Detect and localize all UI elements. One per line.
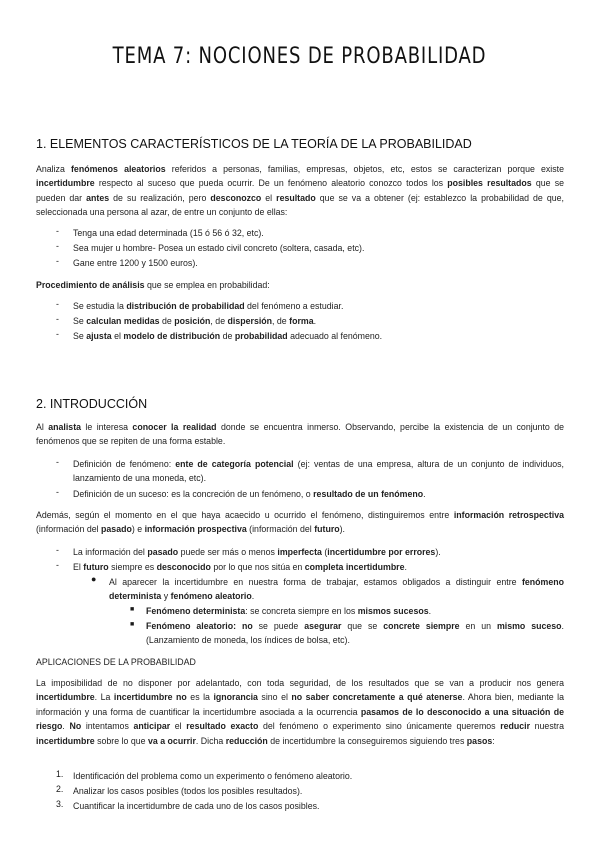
definition-item: Definición de fenómeno: ente de categoría potencial (ej: ventas de una empresa, altura de un conjunto de individuos, lanzamiento de una moneda, etc).	[73, 459, 564, 484]
procedure-item: Se calculan medidas de posición, de dispersión, de forma.	[73, 316, 317, 326]
page-title: TEMA 7: NOCIONES DE PROBABILIDAD	[112, 44, 487, 69]
bullet-paragraph: Al aparecer la incertidumbre en nuestra forma de trabajar, estamos obligados a distinguir entre fenómeno determinista y fenómeno aleatorio.	[109, 577, 564, 602]
procedure-item: Se estudia la distribución de probabilidad del fenómeno a estudiar.	[73, 301, 344, 311]
procedure-item: Se ajusta el modelo de distribución de probabilidad adecuado al fenómeno.	[73, 331, 383, 341]
applications-paragraph: La imposibilidad de no disponer por adelantado, con toda seguridad, de los resultados que se van a producir nos genera incertidumbre. La incertidumbre no es la ignorancia sino el no saber concretamente a qué atenerse. Ahora bien, mediante la información y una forma de cuantificar la incertidumbre asociada a la ocurrencia pasamos de lo desconocido a una situación de riesgo. No intentamos anticipar el resultado exacto del fenómeno o experimento sino únicamente queremos reducir nuestra incertidumbre sobre lo que va a ocurrir. Dicha reducción de incertidumbre la conseguiremos siguiendo tres pasos:	[36, 678, 565, 746]
section-2-heading: 2. INTRODUCCIÓN	[36, 397, 148, 411]
example-item: Gane entre 1200 y 1500 euros).	[73, 258, 198, 268]
step-item: Identificación del problema como un experimento o fenómeno aleatorio.	[73, 771, 353, 781]
procedure-intro: Procedimiento de análisis que se emplea en probabilidad:	[36, 280, 270, 290]
document-page: TEMA 7: NOCIONES DE PROBABILIDAD 1. ELEMENTOS CARACTERÍSTICOS DE LA TEORÍA DE LA PROBABILIDAD Analiza fenómenos aleatorios referidos a personas, familias, empresas, objetos, etc, estos se caracterizan porque existe incertidumbre respecto al suceso que pueda ocurrir. De un fenómeno aleatorio conozco todos los posibles resultados que se pueden dar antes de su realización, pero desconozco el resultado que se va a obtener (ej: establezco la probabilidad de que, seleccionada una persona al azar, de entre un conjunto de ellas: - Tenga una edad determinada (15 ó 56 ó 32, etc). - Sea mujer u hombre- Posea un estado civil concreto (soltera, casada, etc). - Gane entre 1200 y 1500 euros). Procedimiento de análisis que se emplea en probabilidad: - Se estudia la distribución de probabilidad del fenómeno a estudiar. - Se calculan medidas de posición, de dispersión, de forma. - Se ajusta el modelo de distribución de probabilidad adecuado al fenómeno. 2. INTRODUCCIÓN Al analista le interesa conocer la realidad donde se encuentra inmerso. Observando, percibe la existencia de un conjunto de fenómenos que se repiten de una forma estable. - Definición de fenómeno: ente de categoría potencial (ej: ventas de una empresa, altura de un conjunto de individuos, lanzamiento de una moneda, etc). - Definición de un suceso: es la concreción de un fenómeno, o resultado de un fenómeno. Además, según el momento en el que haya acaecido u ocurrido el fenómeno, distinguiremos entre información retrospectiva (información del pasado) e información prospectiva (información del futuro). - La información del pasado puede ser más o menos imperfecta (incertidumbre por errores). - El futuro siempre es desconocido por lo que nos sitúa en completa incertidumbre. ● Al aparecer la incertidumbre en nuestra forma de trabajar, estamos obligados a distinguir entre fenómeno determinista y fenómeno aleatorio. ■ Fenómeno determinista: se concreta siempre en los mismos sucesos. ■ Fenómeno aleatorio: no se puede asegurar que se concrete siempre en un mismo suceso. (Lanzamiento de moneda, los índices de bolsa, etc). APLICACIONES DE LA PROBABILIDAD La imposibilidad de no disponer por adelantado, con toda seguridad, de los resultados que se van a producir nos genera incertidumbre. La incertidumbre no es la ignorancia sino el no saber concretamente a qué atenerse. Ahora bien, mediante la información y una forma de cuantificar la incertidumbre asociada a la ocurrencia pasamos de lo desconocido a una situación de riesgo. No intentamos anticipar el resultado exacto del fenómeno o experimento sino únicamente queremos reducir nuestra incertidumbre sobre lo que va a ocurrir. Dicha reducción de incertidumbre la conseguiremos siguiendo tres pasos: 1. Identificación del problema como un experimento o fenómeno aleatorio. 2. Analizar los casos posibles (todos los posibles resultados). 3. Cuantificar la incertidumbre de cada uno de los casos posibles.	[0, 0, 599, 848]
example-item: Tenga una edad determinada (15 ó 56 ó 32, etc).	[73, 228, 264, 238]
step-item: Cuantificar la incertidumbre de cada uno de los casos posibles.	[73, 801, 320, 811]
information-item: El futuro siempre es desconocido por lo que nos sitúa en completa incertidumbre.	[73, 562, 407, 572]
definition-item: Definición de un suceso: es la concreción de un fenómeno, o resultado de un fenómeno.	[73, 489, 426, 499]
section-1-intro: Analiza fenómenos aleatorios referidos a personas, familias, empresas, objetos, etc, estos se caracterizan porque existe incertidumbre respecto al suceso que pueda ocurrir. De un fenómeno aleatorio conozco todos los posibles resultados que se pueden dar antes de su realización, pero desconozco el resultado que se va a obtener (ej: establezco la probabilidad de que, seleccionada una persona al azar, de entre un conjunto de ellas:	[36, 164, 564, 218]
sub-bullet-item: Fenómeno determinista: se concreta siempre en los mismos sucesos.	[146, 606, 432, 616]
section-2-intro: Al analista le interesa conocer la realidad donde se encuentra inmerso. Observando, percibe la existencia de un conjunto de fenómenos que se repiten de una forma estable.	[36, 422, 564, 447]
information-paragraph: Además, según el momento en el que haya acaecido u ocurrido el fenómeno, distinguiremos entre información retrospectiva (información del pasado) e información prospectiva (información del futuro).	[36, 510, 564, 535]
applications-heading: APLICACIONES DE LA PROBABILIDAD	[36, 657, 196, 667]
information-item: La información del pasado puede ser más o menos imperfecta (incertidumbre por errores).	[73, 547, 441, 557]
sub-bullet-item: Fenómeno aleatorio: no se puede asegurar que se concrete siempre en un mismo suceso. (Lanzamiento de moneda, los índices de bolsa, etc).	[146, 621, 564, 646]
example-item: Sea mujer u hombre- Posea un estado civil concreto (soltera, casada, etc).	[73, 243, 365, 253]
step-item: Analizar los casos posibles (todos los posibles resultados).	[73, 786, 303, 796]
section-1-heading: 1. ELEMENTOS CARACTERÍSTICOS DE LA TEORÍA DE LA PROBABILIDAD	[36, 137, 472, 151]
